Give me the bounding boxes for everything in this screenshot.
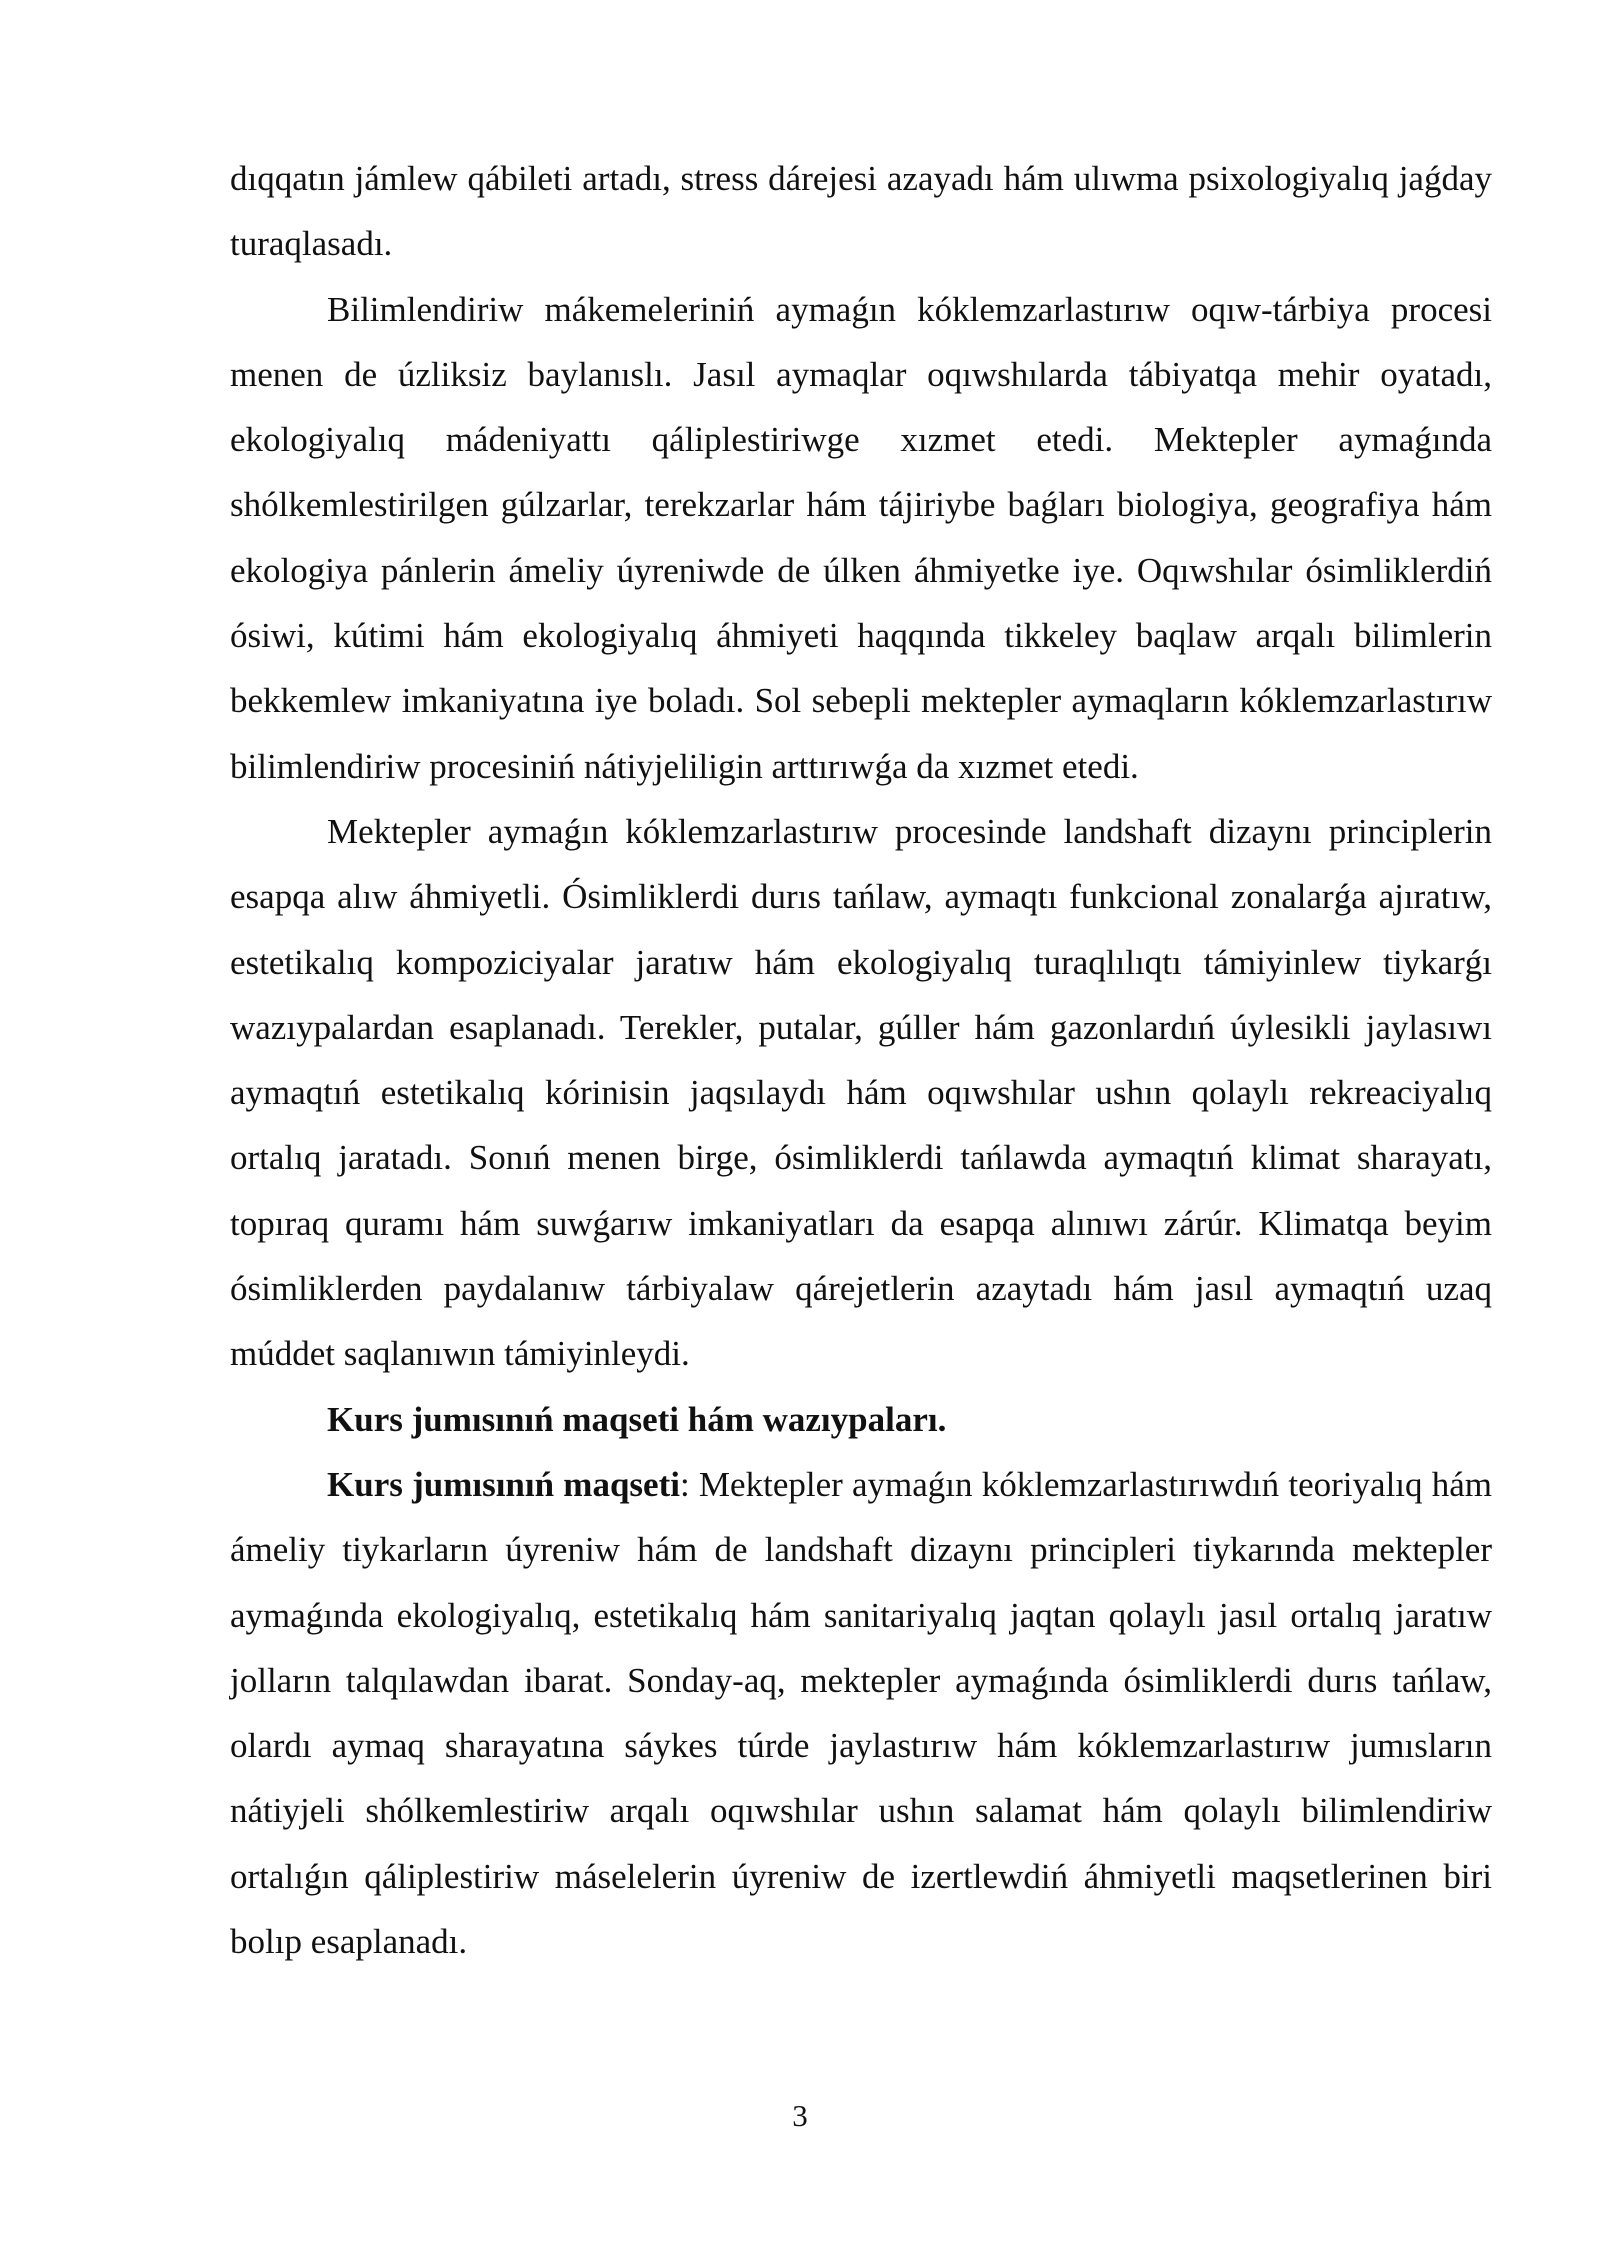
paragraph-school-greening-education: Bilimlendiriw mákemeleriniń aymaǵın kóklemzarlastırıw oqıw-tárbiya procesi menen de úzliksiz baylanıslı. Jasıl aymaqlar oqıwshılarda tábiyatqa mehir oyatadı, ekologiyalıq mádeniyattı qáliplestiriwge xızmet etedi. Mektepler aymaǵında shólkemlestirilgen gúlzarlar, terekzarlar hám tájiriybe baǵları biologiya, geografiya hám ekologiya pánlerin ámeliy úyreniwde de úlken áhmiyetke iye. Oqıwshılar ósimliklerdiń ósiwi, kútimi hám ekologiyalıq áhmiyeti haqqında tikkeley baqlaw arqalı bilimlerin bekkemlew imkaniyatına iye boladı. Sol sebepli mektepler aymaqların kóklemzarlastırıw bilimlendiriw procesiniń nátiyjeliligin arttırıwǵa da xızmet etedi. bbox=[230, 289, 1492, 786]
goal-text: Mektepler aymaǵın kóklemzarlastırıwdıń teoriyalıq hám ámeliy tiykarların úyreniw hám de landshaft dizaynı principleri tiykarında mektepler aymaǵında ekologiyalıq, estetikalıq hám sanitariyalıq jaqtan qolaylı jasıl ortalıq jaratıw jolların talqılawdan ibarat. Sonday-aq, mektepler aymaǵında ósimliklerdi durıs tańlaw, olardı aymaq sharayatına sáykes túrde jaylastırıw hám kóklemzarlastırıw jumısların nátiyjeli shólkemlestiriw arqalı oqıwshılar ushın salamat hám qolaylı bilimlendiriw ortalıǵın qáliplestiriw máselelerin úyreniw de izertlewdiń áhmiyetli maqsetlerinen biri bolıp esaplanadı. bbox=[230, 1464, 1493, 1962]
section-heading: Kurs jumısınıń maqseti hám wazıypaları. bbox=[327, 1399, 947, 1439]
goal-label: Kurs jumısınıń maqseti bbox=[327, 1464, 680, 1504]
paragraph-course-goal bbox=[230, 1452, 1492, 1974]
goal-separator: : bbox=[679, 1464, 690, 1504]
page-number: 3 bbox=[792, 2098, 808, 2133]
body-text bbox=[230, 146, 1492, 1974]
paragraph-continuation: dıqqatın jámlew qábileti artadı, stress dárejesi azayadı hám ulıwma psixologiyalıq jaǵday turaqlasadı. bbox=[230, 159, 1492, 264]
paragraph-landscape-design: Mektepler aymaǵın kóklemzarlastırıw procesinde landshaft dizaynı principlerin esapqa alıw áhmiyetli. Ósimliklerdi durıs tańlaw, aymaqtı funkcional zonalarǵa ajıratıw, estetikalıq kompoziciyalar jaratıw hám ekologiyalıq turaqlılıqtı támiyinlew tiykarǵı wazıypalardan esaplanadı. Terekler, putalar, gúller hám gazonlardıń úylesikli jaylasıwı aymaqtıń estetikalıq kórinisin jaqsılaydı hám oqıwshılar ushın qolaylı rekreaciyalıq ortalıq jaratadı. Sonıń menen birge, ósimliklerdi tańlawda aymaqtıń klimat sharayatı, topıraq quramı hám suwǵarıw imkaniyatları da esapqa alınıwı zárúr. Klimatqa beyim ósimliklerden paydalanıw tárbiyalaw qárejetlerin azaytadı hám jasıl aymaqtıń uzaq múddet saqlanıwın támiyinleydi. bbox=[230, 811, 1492, 1374]
